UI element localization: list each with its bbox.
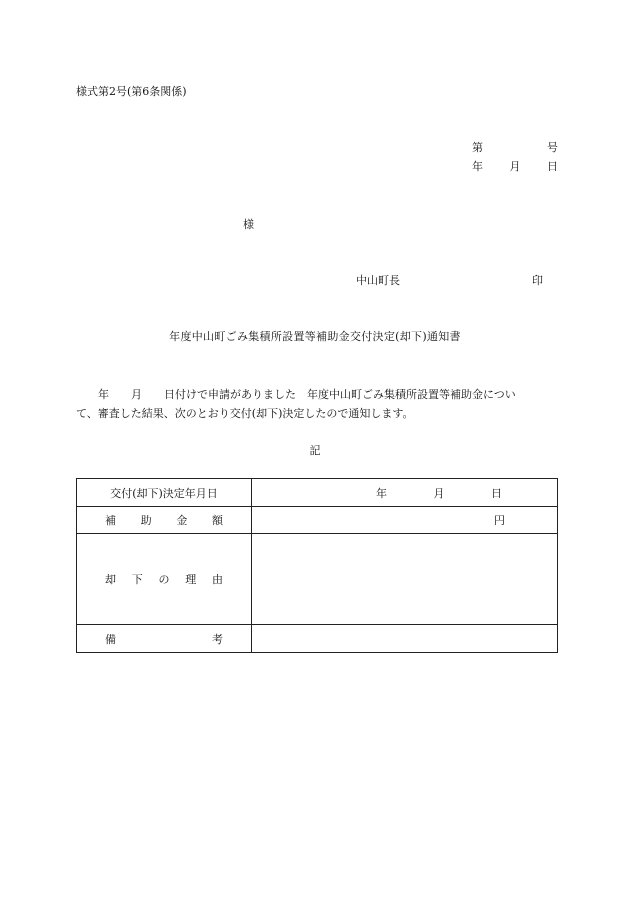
rejection-reason-char: 却 — [105, 573, 116, 586]
notice-body — [76, 385, 560, 423]
issue-date-row — [472, 160, 558, 174]
document-number-row — [472, 141, 558, 155]
subsidy-amount-label — [77, 507, 252, 534]
subsidy-amount-char: 助 — [140, 514, 152, 527]
subsidy-amount-char: 補 — [105, 514, 116, 527]
remarks-value — [252, 625, 558, 653]
document-title: 年度中山町ごみ集積所設置等補助金交付決定(却下)通知書 — [169, 330, 461, 343]
issue-year: 年 — [472, 160, 483, 173]
seal-mark: 印 — [532, 274, 543, 287]
rejection-reason-label — [77, 534, 252, 625]
addressee-honorific: 様 — [243, 218, 254, 231]
number-prefix: 第 — [472, 141, 483, 154]
decision-year: 年 — [376, 486, 387, 500]
table-row-decision-date — [77, 479, 558, 507]
issue-month: 月 — [509, 160, 521, 173]
rejection-reason-char: 下 — [131, 573, 143, 586]
ki-heading: 記 — [309, 444, 321, 457]
form-number-label: 様式第2号(第6条関係) — [76, 85, 187, 98]
yen-unit: 円 — [494, 514, 505, 527]
rejection-reason-char: 由 — [212, 573, 223, 586]
subsidy-amount-char: 金 — [176, 514, 188, 527]
decision-day: 日 — [491, 486, 502, 500]
issue-day: 日 — [547, 160, 558, 173]
rejection-reason-char: の — [158, 573, 170, 586]
rejection-reason-value — [252, 534, 558, 625]
table-row-rejection-reason — [77, 534, 558, 625]
decision-month: 月 — [433, 486, 445, 500]
remarks-char: 考 — [212, 632, 223, 646]
detail-table — [76, 478, 558, 653]
table-row-remarks — [77, 625, 558, 653]
remarks-label — [77, 625, 252, 653]
number-suffix: 号 — [547, 141, 558, 154]
rejection-reason-char: 理 — [185, 573, 197, 586]
issuer-title: 中山町長 — [356, 274, 400, 287]
subsidy-amount-value — [252, 507, 558, 534]
notice-body-line-2: て、審査した結果、次のとおり交付(却下)決定したので通知します。 — [76, 407, 414, 420]
decision-date-value — [252, 479, 558, 507]
remarks-char: 備 — [105, 632, 116, 646]
notice-body-line-1: 年 月 日付けで申請がありました 年度中山町ごみ集積所設置等補助金につい — [76, 388, 516, 401]
subsidy-amount-char: 額 — [211, 514, 223, 527]
table-row-subsidy-amount — [77, 507, 558, 534]
decision-date-label: 交付(却下)決定年月日 — [77, 479, 252, 507]
